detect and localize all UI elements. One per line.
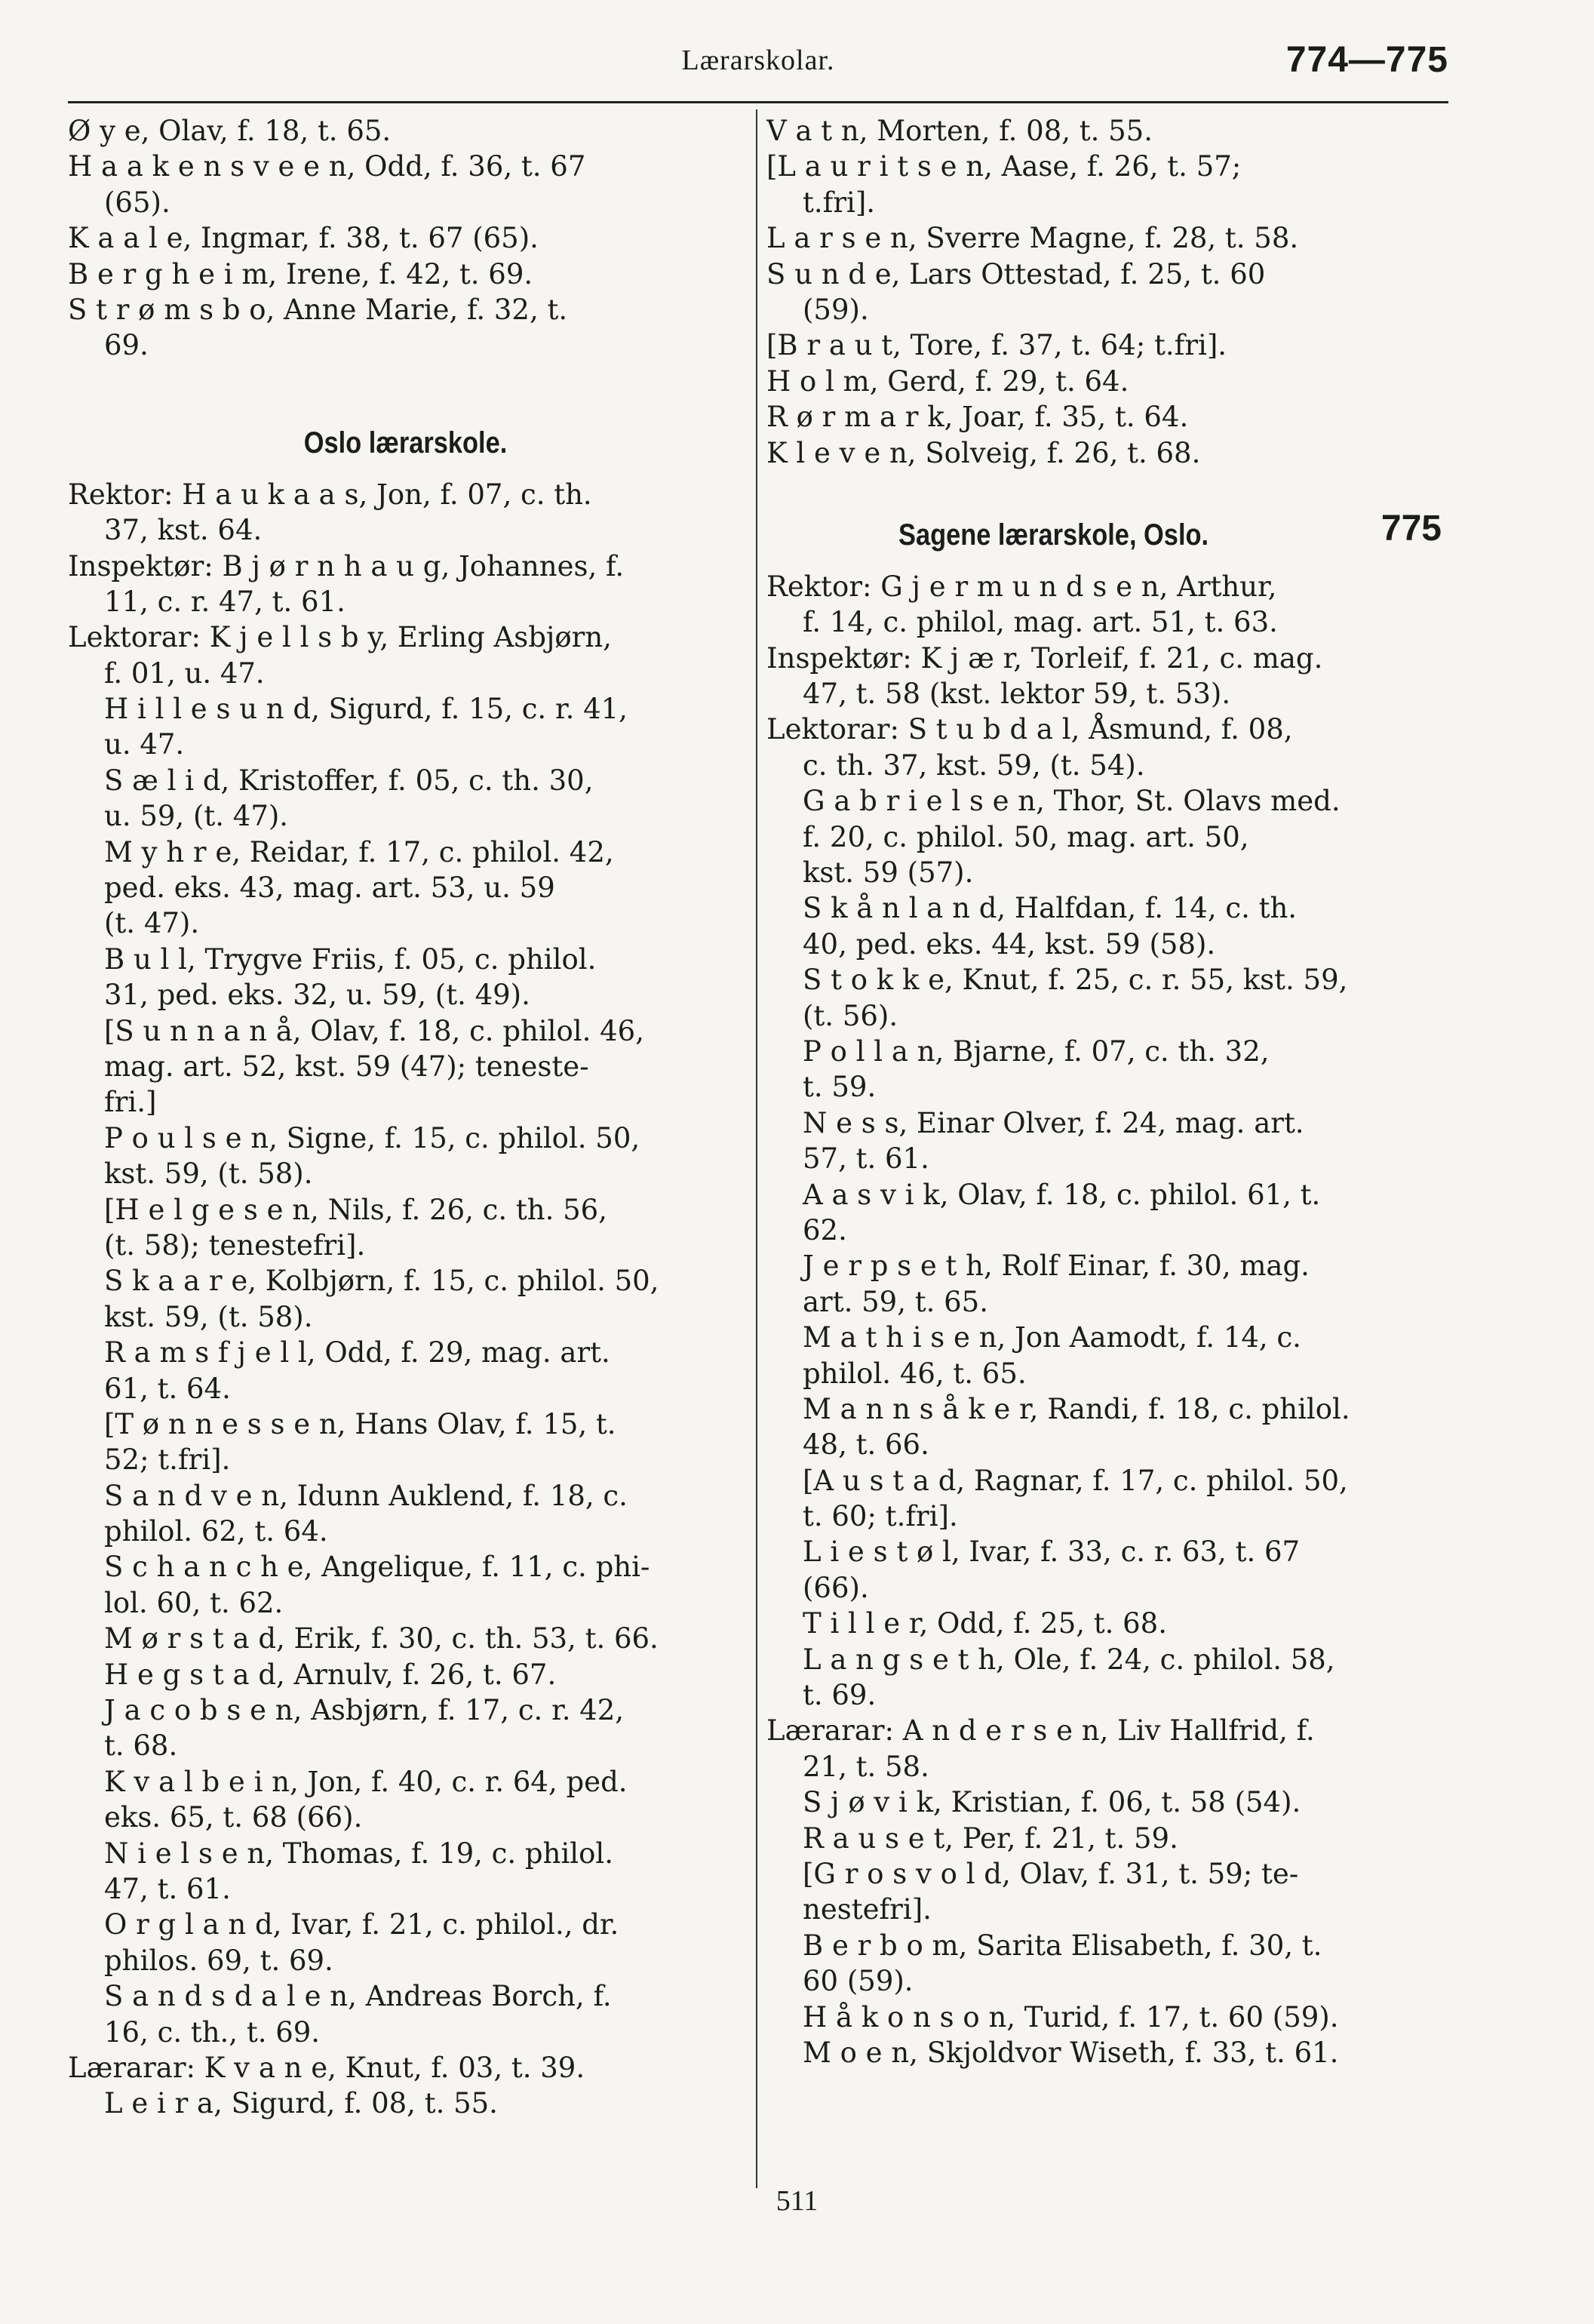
entry-line: 61, t. 64. [104, 1372, 231, 1405]
entry-line: [B r a u t, Tore, f. 37, t. 64; t.fri]. [766, 329, 1227, 362]
entry-line: 48, t. 66. [803, 1428, 929, 1462]
entry-line: eks. 65, t. 68 (66). [104, 1801, 363, 1834]
entry-line: [A u s t a d, Ragnar, f. 17, c. philol. 50, [803, 1464, 1348, 1497]
entry-line: 40, ped. eks. 44, kst. 59 (58). [803, 927, 1216, 961]
entry-line: 57, t. 61. [803, 1142, 929, 1176]
entry-line: philol. 62, t. 64. [104, 1515, 328, 1548]
entry-line: M o e n, Skjoldvor Wiseth, f. 33, t. 61. [803, 2036, 1339, 2069]
entry-line: 60 (59). [803, 1965, 914, 1998]
entry-line: t. 68. [104, 1729, 178, 1763]
entry-line: t.fri]. [803, 186, 876, 219]
section-page-number: 775 [1381, 508, 1442, 549]
entry-line: K l e v e n, Solveig, f. 26, t. 68. [766, 436, 1201, 469]
entry-line: 62. [803, 1213, 847, 1247]
entry-line: [L a u r i t s e n, Aase, f. 26, t. 57; [766, 150, 1242, 183]
running-title: Lærarskolar. [681, 45, 835, 76]
entry-line: N i e l s e n, Thomas, f. 19, c. philol. [104, 1837, 613, 1870]
entry-line: 21, t. 58. [803, 1750, 929, 1783]
entry-line: R a m s f j e l l, Odd, f. 29, mag. art. [104, 1336, 610, 1370]
entry-line: P o u l s e n, Signe, f. 15, c. philol. 50, [104, 1121, 640, 1154]
page-number: 511 [776, 2185, 818, 2217]
column-divider [756, 109, 757, 2188]
entry-line: L e i r a, Sigurd, f. 08, t. 55. [104, 2087, 498, 2120]
entry-line: Inspektør: B j ø r n h a u g, Johannes, f. [68, 549, 625, 583]
entry-line: t. 69. [803, 1679, 877, 1712]
entry-line: kst. 59, (t. 58). [104, 1300, 313, 1333]
entry-line: S æ l i d, Kristoffer, f. 05, c. th. 30, [104, 764, 594, 797]
entry-line: art. 59, t. 65. [803, 1285, 988, 1318]
entry-line: (59). [803, 293, 869, 326]
right-entries-main [766, 569, 1442, 2070]
entry-line: philos. 69, t. 69. [104, 1944, 333, 1977]
entry-line: kst. 59, (t. 58). [104, 1157, 313, 1191]
section-title-sagene: Sagene lærarskole, Oslo. [898, 518, 1209, 552]
entry-line: 31, ped. eks. 32, u. 59, (t. 49). [104, 979, 530, 1012]
entry-line: M a t h i s e n, Jon Aamodt, f. 14, c. [803, 1321, 1301, 1354]
entry-line: S t r ø m s b o, Anne Marie, f. 32, t. [68, 293, 568, 326]
entry-line: Lærarar: K v a n e, Knut, f. 03, t. 39. [68, 2051, 585, 2084]
entry-line: R ø r m a r k, Joar, f. 35, t. 64. [766, 401, 1189, 434]
entry-line: [G r o s v o l d, Olav, f. 31, t. 59; te- [803, 1857, 1299, 1890]
entry-line: (t. 56). [803, 999, 898, 1032]
entry-line: f. 14, c. philol, mag. art. 51, t. 63. [803, 606, 1278, 639]
entry-line: H o l m, Gerd, f. 29, t. 64. [766, 364, 1129, 398]
entry-line: H a a k e n s v e e n, Odd, f. 36, t. 67 [68, 150, 586, 183]
header-rule [68, 101, 1448, 103]
entry-line: S u n d e, Lars Ottestad, f. 25, t. 60 [766, 257, 1266, 290]
entry-line: A a s v i k, Olav, f. 18, c. philol. 61, t. [803, 1178, 1321, 1211]
entry-line: P o l l a n, Bjarne, f. 07, c. th. 32, [803, 1034, 1270, 1068]
entry-line: 11, c. r. 47, t. 61. [104, 585, 346, 618]
entry-line: V a t n, Morten, f. 08, t. 55. [766, 115, 1153, 147]
entry-line: c. th. 37, kst. 59, (t. 54). [803, 749, 1145, 782]
entry-line: ped. eks. 43, mag. art. 53, u. 59 [104, 872, 555, 905]
entry-line: nestefri]. [803, 1893, 932, 1926]
entry-line: K a a l e, Ingmar, f. 38, t. 67 (65). [68, 222, 539, 255]
right-entries-top [766, 113, 1442, 471]
entry-line: B e r b o m, Sarita Elisabeth, f. 30, t. [803, 1929, 1322, 1962]
right-column [766, 113, 1442, 2070]
entry-line: H å k o n s o n, Turid, f. 17, t. 60 (59). [803, 2000, 1339, 2034]
entry-line: S c h a n c h e, Angelique, f. 11, c. phi- [104, 1551, 650, 1584]
page-range: 774—775 [1285, 40, 1448, 80]
entry-line: Ø y e, Olav, f. 18, t. 65. [68, 115, 392, 147]
entry-line: Rektor: G j e r m u n d s e n, Arthur, [766, 570, 1277, 603]
entry-line: fri.] [104, 1086, 157, 1119]
entry-line: [T ø n n e s s e n, Hans Olav, f. 15, t. [104, 1407, 616, 1440]
entry-line: Rektor: H a u k a a s, Jon, f. 07, c. th. [68, 478, 592, 511]
left-entries-main [68, 477, 743, 2122]
entry-line: T i l l e r, Odd, f. 25, t. 68. [803, 1607, 1167, 1640]
entry-line: L a r s e n, Sverre Magne, f. 28, t. 58. [766, 222, 1299, 255]
left-column [68, 113, 743, 2122]
entry-line: M a n n s å k e r, Randi, f. 18, c. philol. [803, 1392, 1350, 1425]
entry-line: S t o k k e, Knut, f. 25, c. r. 55, kst. 59, [803, 964, 1348, 997]
entry-line: N e s s, Einar Olver, f. 24, mag. art. [803, 1106, 1304, 1139]
entry-line: S k å n l a n d, Halfdan, f. 14, c. th. [803, 892, 1298, 925]
entry-line: t. 59. [803, 1071, 877, 1104]
entry-line: 47, t. 58 (kst. lektor 59, t. 53). [803, 678, 1231, 711]
entry-line: L a n g s e t h, Ole, f. 24, c. philol. 58, [803, 1643, 1335, 1676]
left-entries-top [68, 113, 743, 364]
entry-line: 37, kst. 64. [104, 514, 263, 547]
entry-line: H e g s t a d, Arnulv, f. 26, t. 67. [104, 1658, 557, 1691]
entry-line: B e r g h e i m, Irene, f. 42, t. 69. [68, 257, 533, 290]
entry-line: M y h r e, Reidar, f. 17, c. philol. 42, [104, 835, 614, 868]
entry-line: lol. 60, t. 62. [104, 1586, 284, 1619]
entry-line: B u l l, Trygve Friis, f. 05, c. philol. [104, 942, 597, 976]
entry-line: K v a l b e i n, Jon, f. 40, c. r. 64, ped. [104, 1765, 628, 1798]
entry-line: 16, c. th., t. 69. [104, 2015, 321, 2049]
entry-line: J e r p s e t h, Rolf Einar, f. 30, mag. [803, 1250, 1310, 1283]
entry-line: 69. [104, 329, 149, 362]
entry-line: (t. 47). [104, 907, 200, 940]
entry-line: M ø r s t a d, Erik, f. 30, c. th. 53, t. 66. [104, 1622, 659, 1655]
entry-line: [S u n n a n å, Olav, f. 18, c. philol. 46, [104, 1014, 644, 1047]
entry-line: u. 47. [104, 728, 185, 761]
section-title-oslo: Oslo lærarskole. [303, 426, 508, 460]
entry-line: t. 60; t.fri]. [803, 1500, 958, 1533]
entry-line: S k a a r e, Kolbjørn, f. 15, c. philol. 50, [104, 1265, 659, 1298]
entry-line: Lektorar: K j e l l s b y, Erling Asbjørn, [68, 621, 612, 654]
entry-line: philol. 46, t. 65. [803, 1357, 1027, 1390]
running-head [68, 40, 1448, 92]
entry-line: u. 59, (t. 47). [104, 800, 289, 833]
entry-line: L i e s t ø l, Ivar, f. 33, c. r. 63, t. 67 [803, 1536, 1301, 1569]
entry-line: (t. 58); tenestefri]. [104, 1228, 366, 1262]
entry-line: J a c o b s e n, Asbjørn, f. 17, c. r. 42, [104, 1694, 625, 1727]
entry-line: Lærarar: A n d e r s e n, Liv Hallfrid, f. [766, 1714, 1315, 1748]
entry-line: [H e l g e s e n, Nils, f. 26, c. th. 56, [104, 1193, 607, 1226]
entry-line: (65). [104, 186, 170, 219]
entry-line: mag. art. 52, kst. 59 (47); teneste- [104, 1050, 589, 1083]
entry-line: S a n d v e n, Idunn Auklend, f. 18, c. [104, 1479, 628, 1512]
entry-line: S j ø v i k, Kristian, f. 06, t. 58 (54). [803, 1786, 1301, 1819]
entry-line: R a u s e t, Per, f. 21, t. 59. [803, 1821, 1178, 1855]
entry-line: Lektorar: S t u b d a l, Åsmund, f. 08, [766, 713, 1293, 746]
entry-line: f. 20, c. philol. 50, mag. art. 50, [803, 820, 1249, 853]
entry-line: 47, t. 61. [104, 1872, 231, 1905]
entry-line: O r g l a n d, Ivar, f. 21, c. philol., dr. [104, 1908, 619, 1941]
entry-line: H i l l e s u n d, Sigurd, f. 15, c. r. 41, [104, 693, 628, 726]
entry-line: Inspektør: K j æ r, Torleif, f. 21, c. mag. [766, 641, 1323, 675]
entry-line: f. 01, u. 47. [104, 656, 265, 690]
entry-line: 52; t.fri]. [104, 1443, 231, 1477]
entry-line: G a b r i e l s e n, Thor, St. Olavs med. [803, 785, 1341, 818]
entry-line: kst. 59 (57). [803, 856, 974, 890]
entry-line: (66). [803, 1571, 869, 1604]
entry-line: S a n d s d a l e n, Andreas Borch, f. [104, 1980, 612, 2013]
section-heading-sagene [766, 501, 1442, 569]
